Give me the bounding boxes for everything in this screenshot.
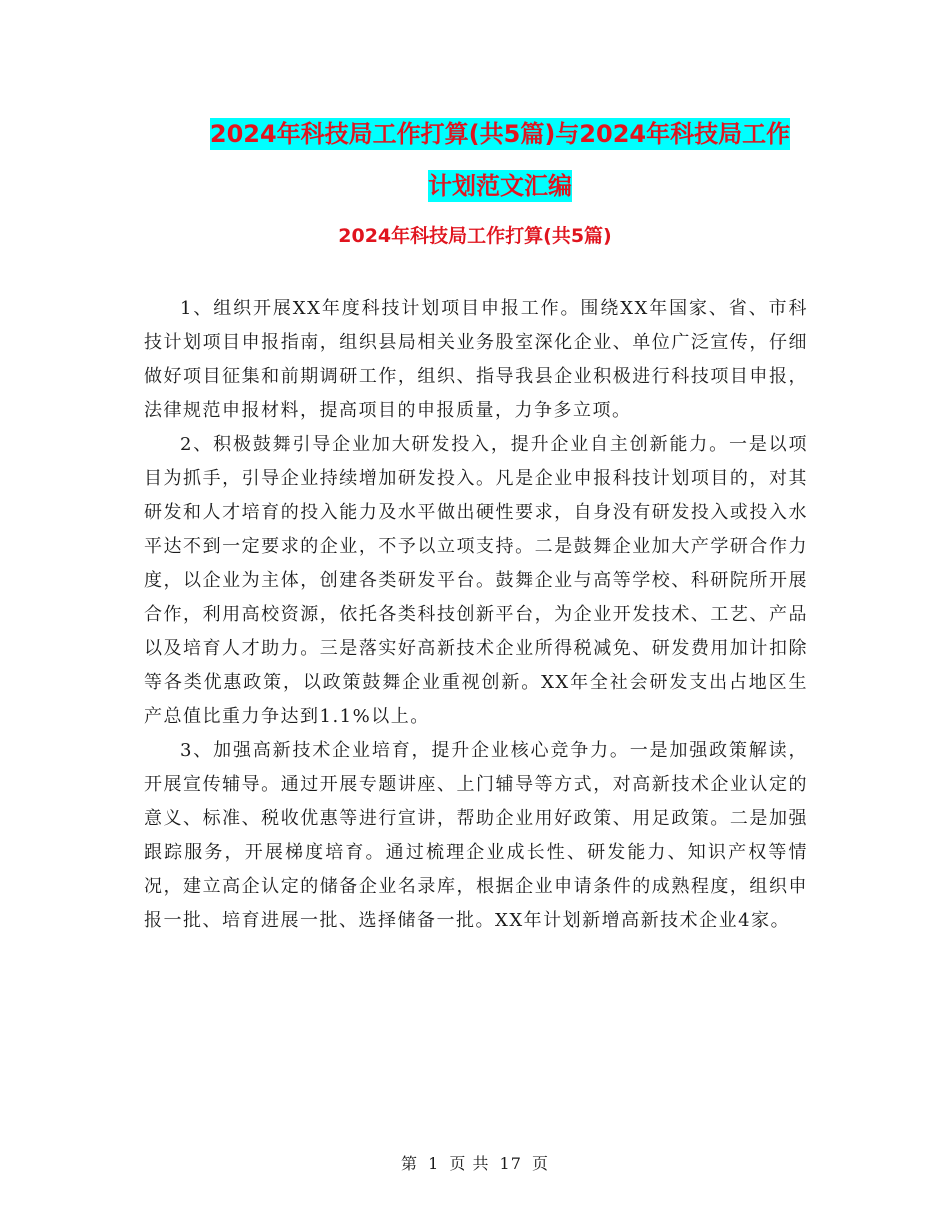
paragraph-2: 2、积极鼓舞引导企业加大研发投入，提升企业自主创新能力。一是以项目为抓手，引导企业持续增加研发投入。凡是企业申报科技计划项目的，对其研发和人才培育的投入能力及水平做出硬性要求，自身没有研发投入或投入水平达不到一定要求的企业，不予以立项支持。二是鼓舞企业加大产学研合作力度，以企业为主体，创建各类研发平台。鼓舞企业与高等学校、科研院所开展合作，利用高校资源，依托各类科技创新平台，为企业开发技术、工艺、产品以及培育人才助力。三是落实好高新技术企业所得税减免、研发费用加计扣除等各类优惠政策，以政策鼓舞企业重视创新。XX年全社会研发支出占地区生产总值比重力争达到1.1%以上。 [144, 434, 808, 727]
section-title: 2024年科技局工作打算(共5篇) [338, 225, 612, 247]
footer-label-pages: 页 [532, 1154, 550, 1173]
paragraph-1: 1、组织开展XX年度科技计划项目申报工作。围绕XX年国家、省、市科技计划项目申报指南，组织县局相关业务股室深化企业、单位广泛宣传，仔细做好项目征集和前期调研工作，组织、指导我县企业积极进行科技项目申报，法律规范申报材料，提高项目的申报质量，力争多立项。 [144, 298, 808, 421]
footer-total-pages: 17 [499, 1154, 522, 1173]
paragraph-3: 3、加强高新技术企业培育，提升企业核心竞争力。一是加强政策解读，开展宣传辅导。通过开展专题讲座、上门辅导等方式，对高新技术企业认定的意义、标准、税收优惠等进行宣讲，帮助企业用好政策、用足政策。二是加强跟踪服务，开展梯度培育。通过梳理企业成长性、研发能力、知识产权等情况，建立高企认定的储备企业名录库，根据企业申请条件的成熟程度，组织申报一批、培育进展一批、选择储备一批。XX年计划新增高新技术企业4家。 [144, 740, 808, 931]
footer-label-of: 页 共 [449, 1154, 490, 1173]
title-line-2: 计划范文汇编 [428, 172, 572, 200]
page-footer [0, 1152, 950, 1176]
footer-current-page: 1 [428, 1154, 440, 1173]
title-line-1: 2024年科技局工作打算(共5篇)与2024年科技局工作 [209, 120, 791, 148]
document-title [140, 108, 860, 212]
footer-label-page: 第 [400, 1154, 418, 1173]
document-body [144, 292, 808, 938]
